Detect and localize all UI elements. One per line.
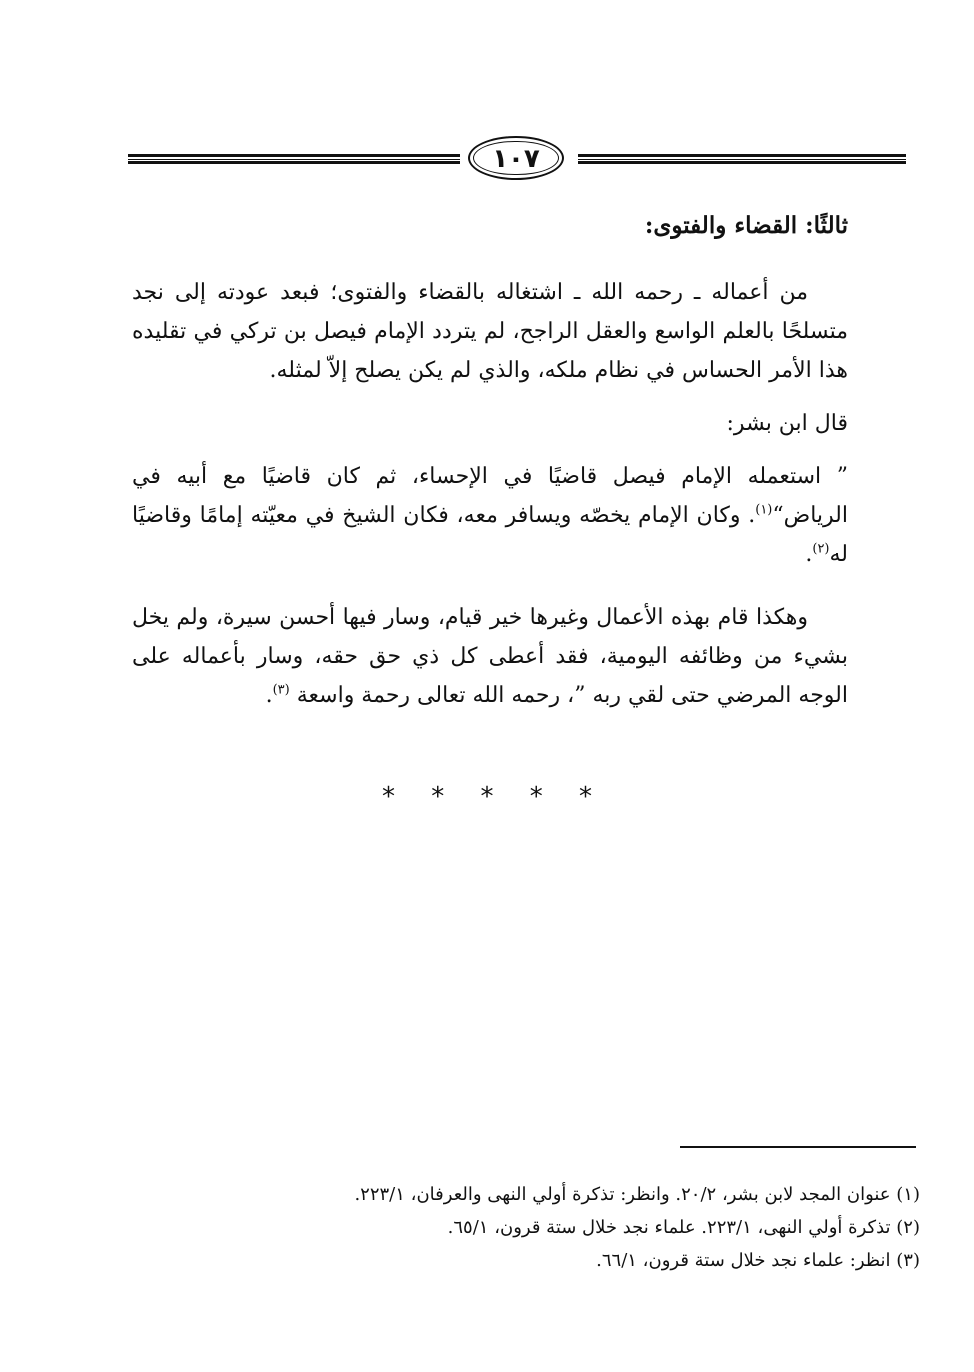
footnote-ref-2[interactable]: (٢) [812, 541, 830, 557]
footnote-ref-3[interactable]: (٣) [272, 682, 290, 698]
main-text [132, 206, 848, 715]
section-separator: * * * * * [381, 782, 607, 812]
section-heading: ثالثًا: القضاء والفتوى: [644, 212, 848, 239]
paragraph-2-text: وهكذا قام بهذه الأعمال وغيرها خير قيام، وسار فيها أحسن سيرة، ولم يخل بشيء من وظائفه اليومية، فقد أعطى كل ذي حق حقه، وسار بأعماله على الوجه المرضي حتى لقي ربه ”، رحمه الله تعالى رحمة واسعة [132, 605, 848, 708]
footnote-divider [680, 1146, 916, 1148]
footnote-ref-1[interactable]: (١) [755, 502, 773, 518]
paragraph-2-end: . [265, 683, 273, 708]
quote-text-start: ” استعمله الإمام فيصل قاضيًا في الإحساء، ثم كان قاضيًا مع أبيه في الرياض“ [132, 464, 848, 528]
footnote-1: (١) عنوان المجد لابن بشر، ٢٠/٢. وانظر: تذكرة أولي النهى والعرفان، ٢٢٣/١. [354, 1184, 920, 1205]
footnotes [200, 1178, 920, 1277]
page-header [128, 132, 906, 184]
footnote-2: (٢) تذكرة أولي النهى، ٢٢٣/١. علماء نجد خلال ستة قرون، ٦٥/١. [447, 1217, 920, 1238]
quote-text-end: . [805, 542, 813, 567]
footnote-3: (٣) انظر: علماء نجد خلال ستة قرون، ٦٦/١. [596, 1250, 920, 1271]
quote-intro: قال ابن بشر: [726, 411, 848, 436]
quote-paragraph [132, 457, 848, 574]
page-number-frame [468, 136, 564, 180]
header-rule-left [128, 154, 460, 164]
header-rule-right [578, 154, 906, 164]
paragraph-1: من أعماله ـ رحمه الله ـ اشتغاله بالقضاء والفتوى؛ فبعد عودته إلى نجد متسلحًا بالعلم الواسع والعقل الراجح، لم يتردد الإمام فيصل بن تركي في تقليده هذا الأمر الحساس في نظام ملكه، والذي لم يكن يصلح إلاّ لمثله. [132, 280, 848, 383]
quote-text-middle: . وكان الإمام يخصّه ويسافر معه، فكان الشيخ في معيّته إمامًا وقاضيًا له [132, 503, 848, 567]
page-number: ١٠٧ [492, 144, 540, 174]
paragraph-2 [132, 598, 848, 715]
